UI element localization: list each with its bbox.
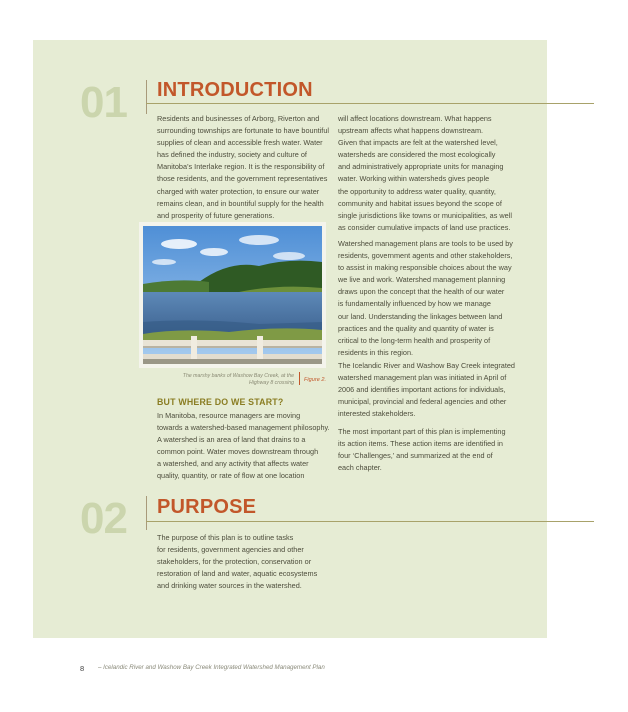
- caption-line: The marshy banks of Washow Bay Creek, at the: [182, 373, 294, 379]
- intro-paragraph-1: [157, 113, 332, 222]
- text-line: Residents and businesses of Arborg, Riverton and: [157, 114, 320, 123]
- section-title-introduction: INTRODUCTION: [157, 79, 313, 101]
- text-line: and administratively appropriate units for managing: [338, 162, 504, 172]
- section-number-01: 01: [80, 78, 127, 127]
- text-line: municipal, provincial and federal agencies and other: [338, 397, 507, 407]
- figure-label: Figure 2.: [304, 377, 327, 383]
- caption-line: Highway 8 crossing: [249, 379, 294, 386]
- text-line: Manitoba’s Interlake region. It is the responsibility of: [157, 162, 325, 172]
- text-line: Watershed management plans are tools to be used by: [338, 239, 513, 248]
- text-line: 2006 and identifies important actions for individuals,: [338, 385, 506, 395]
- footer-title: – Icelandic River and Washow Bay Creek Integrated Watershed Management Plan: [98, 664, 325, 671]
- text-line: single jurisdictions like towns or municipalities, as well: [338, 210, 512, 220]
- section-rule: [146, 103, 594, 104]
- text-line: critical to the long-term health and prosperity of: [338, 335, 491, 345]
- text-line: each chapter.: [338, 463, 382, 473]
- text-line: residents, government agents and other stakeholders,: [338, 251, 513, 261]
- text-line: its action items. These action items are identified in: [338, 439, 503, 449]
- text-line: Given that impacts are felt at the watershed level,: [338, 138, 498, 148]
- section-title-purpose: PURPOSE: [157, 496, 257, 518]
- text-line: residents in this region.: [338, 347, 414, 357]
- text-line: In Manitoba, resource managers are moving: [157, 411, 301, 420]
- section-divider-vertical: [146, 496, 147, 530]
- text-line: restoration of land and water, aquatic ecosystems: [157, 569, 318, 579]
- section-divider-vertical: [146, 80, 147, 114]
- text-line: water. Working within watersheds gives people: [338, 174, 490, 184]
- creek-photo-image: [139, 222, 326, 368]
- intro-paragraph-2: [157, 410, 332, 483]
- caption-divider: [299, 372, 300, 385]
- text-line: has defined the industry, society and culture of: [157, 150, 307, 160]
- page-number: 8: [80, 664, 85, 673]
- section-number-02: 02: [80, 494, 127, 543]
- text-line: supplies of clean and accessible fresh water. Water: [157, 138, 323, 148]
- text-line: common point. Water moves downstream through: [157, 447, 319, 457]
- text-line: surrounding townships are fortunate to have bountiful: [157, 126, 329, 136]
- text-line: draws upon the concept that the health of our water: [338, 287, 505, 297]
- intro-column2-para-3: [338, 360, 518, 420]
- text-line: remains clean, and in bountiful supply for the health: [157, 198, 324, 208]
- text-line: The most important part of this plan is implementing: [338, 427, 506, 436]
- figure-photo-frame: [139, 222, 326, 368]
- text-line: interested stakeholders.: [338, 409, 416, 419]
- figure-caption: [158, 373, 294, 386]
- text-line: practices and the quality and quantity of water is: [338, 323, 494, 333]
- text-line: four ‘Challenges,’ and summarized at the end of: [338, 451, 493, 461]
- text-line: watersheds are considered the most ecologically: [338, 150, 496, 160]
- section-rule: [146, 521, 594, 522]
- text-line: our land. Understanding the linkages between land: [338, 311, 503, 321]
- intro-column2-para-2: [338, 238, 518, 359]
- text-line: those residents, and the government representatives: [157, 174, 328, 184]
- text-line: to assist in making responsible choices about the way: [338, 263, 512, 273]
- text-line: for residents, government agencies and other: [157, 545, 304, 555]
- text-line: and prosperity of future generations.: [157, 210, 275, 220]
- intro-column2-para-4: [338, 426, 518, 474]
- text-line: is fundamentally influenced by how we manage: [338, 299, 491, 309]
- intro-column2-para-1: [338, 113, 518, 234]
- text-line: The Icelandic River and Washow Bay Creek integrated: [338, 361, 515, 370]
- text-line: towards a watershed-based management philosophy.: [157, 423, 330, 433]
- text-line: a watershed, and any activity that affects water: [157, 459, 309, 469]
- text-line: upstream affects what happens downstream.: [338, 126, 484, 136]
- subheading-where-to-start: BUT WHERE DO WE START?: [157, 397, 284, 407]
- purpose-paragraph: [157, 532, 337, 592]
- text-line: we live and work. Watershed management planning: [338, 275, 506, 285]
- text-line: community and habitat issues beyond the scope of: [338, 198, 502, 208]
- text-line: quality, quantity, or rate of flow at one location: [157, 471, 305, 481]
- text-line: and drinking water sources in the watershed.: [157, 581, 302, 591]
- text-line: will affect locations downstream. What happens: [338, 114, 492, 123]
- text-line: watershed management plan was initiated in April of: [338, 373, 507, 383]
- text-line: the opportunity to address water quality, quantity,: [338, 186, 496, 196]
- text-line: charged with water protection, to ensure our water: [157, 186, 320, 196]
- text-line: stakeholders, for the protection, conservation or: [157, 557, 312, 567]
- text-line: A watershed is an area of land that drains to a: [157, 435, 306, 445]
- text-line: as consider cumulative impacts of land use practices.: [338, 222, 511, 232]
- text-line: The purpose of this plan is to outline tasks: [157, 533, 294, 542]
